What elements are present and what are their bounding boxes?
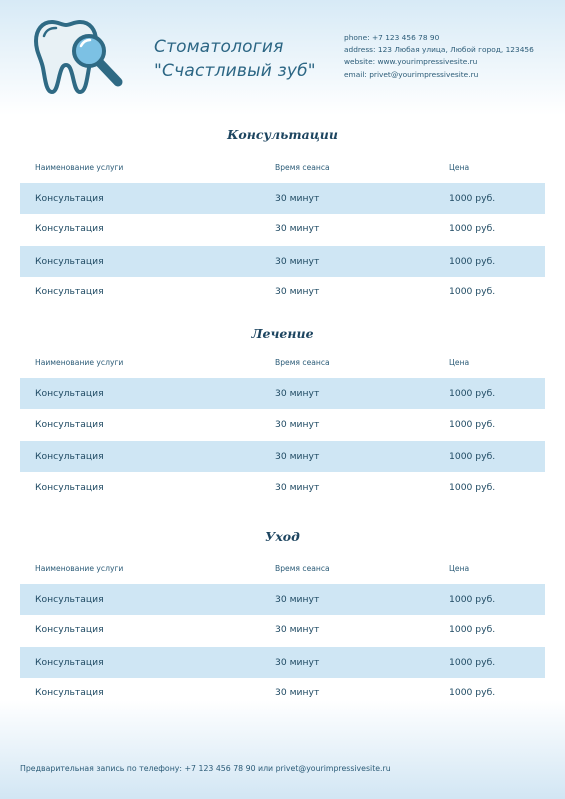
session-time: 30 минут xyxy=(275,687,320,698)
column-header-price: Цена xyxy=(449,564,470,573)
session-time: 30 минут xyxy=(275,193,320,204)
service-name: Консультация xyxy=(35,419,104,430)
service-name: Консультация xyxy=(35,594,104,605)
contact-email[interactable]: email: privet@yourimpressivesite.ru xyxy=(344,69,479,79)
session-time: 30 минут xyxy=(275,223,320,234)
price: 1000 руб. xyxy=(449,482,496,493)
table-row xyxy=(20,441,545,472)
service-name: Консультация xyxy=(35,657,104,668)
table-row xyxy=(20,378,545,409)
table-row xyxy=(20,246,545,277)
price: 1000 руб. xyxy=(449,286,496,297)
service-name: Консультация xyxy=(35,624,104,635)
column-header-service: Наименование услуги xyxy=(35,163,124,172)
table-row xyxy=(20,584,545,615)
service-name: Консультация xyxy=(35,451,104,462)
column-header-price: Цена xyxy=(449,163,470,172)
price: 1000 руб. xyxy=(449,657,496,668)
section-title-consultations: Консультации xyxy=(227,127,338,142)
service-name: Консультация xyxy=(35,256,104,267)
session-time: 30 минут xyxy=(275,594,320,605)
service-name: Консультация xyxy=(35,286,104,297)
session-time: 30 минут xyxy=(275,624,320,635)
price: 1000 руб. xyxy=(449,388,496,399)
service-name: Консультация xyxy=(35,687,104,698)
booking-footer: Предварительная запись по телефону: +7 123 456 78 90 или privet@yourimpressivesite.ru xyxy=(20,764,391,773)
table-row xyxy=(20,677,545,708)
section-title-care: Уход xyxy=(265,529,300,544)
table-row xyxy=(20,472,545,503)
contact-phone: phone: +7 123 456 78 90 xyxy=(344,33,440,42)
price: 1000 руб. xyxy=(449,419,496,430)
table-row xyxy=(20,213,545,244)
service-name: Консультация xyxy=(35,223,104,234)
table-row xyxy=(20,183,545,214)
contact-address: address: 123 Любая улица, Любой город, 123456 xyxy=(344,45,534,55)
session-time: 30 минут xyxy=(275,388,320,399)
clinic-name-line2: "Счастливый зуб" xyxy=(154,61,316,81)
price: 1000 руб. xyxy=(449,687,496,698)
column-header-price: Цена xyxy=(449,358,470,367)
contact-block xyxy=(344,32,534,81)
session-time: 30 минут xyxy=(275,482,320,493)
price: 1000 руб. xyxy=(449,256,496,267)
column-header-service: Наименование услуги xyxy=(35,358,124,367)
session-time: 30 минут xyxy=(275,657,320,668)
section-title-treatment: Лечение xyxy=(251,326,314,341)
column-header-time: Время сеанса xyxy=(275,564,330,573)
price: 1000 руб. xyxy=(449,451,496,462)
service-name: Консультация xyxy=(35,193,104,204)
service-name: Консультация xyxy=(35,482,104,493)
table-row xyxy=(20,647,545,678)
table-row xyxy=(20,409,545,440)
column-header-service: Наименование услуги xyxy=(35,564,124,573)
tooth-with-magnifier-icon xyxy=(34,16,128,96)
page-header xyxy=(0,0,565,110)
price: 1000 руб. xyxy=(449,594,496,605)
clinic-name-line1: Стоматология xyxy=(154,37,284,57)
clinic-name xyxy=(154,35,316,83)
price: 1000 руб. xyxy=(449,193,496,204)
session-time: 30 минут xyxy=(275,256,320,267)
price: 1000 руб. xyxy=(449,223,496,234)
contact-website[interactable]: website: www.yourimpressivesite.ru xyxy=(344,57,478,67)
table-row xyxy=(20,614,545,645)
service-name: Консультация xyxy=(35,388,104,399)
column-header-time: Время сеанса xyxy=(275,358,330,367)
column-header-time: Время сеанса xyxy=(275,163,330,172)
table-row xyxy=(20,276,545,307)
session-time: 30 минут xyxy=(275,451,320,462)
session-time: 30 минут xyxy=(275,286,320,297)
price: 1000 руб. xyxy=(449,624,496,635)
session-time: 30 минут xyxy=(275,419,320,430)
